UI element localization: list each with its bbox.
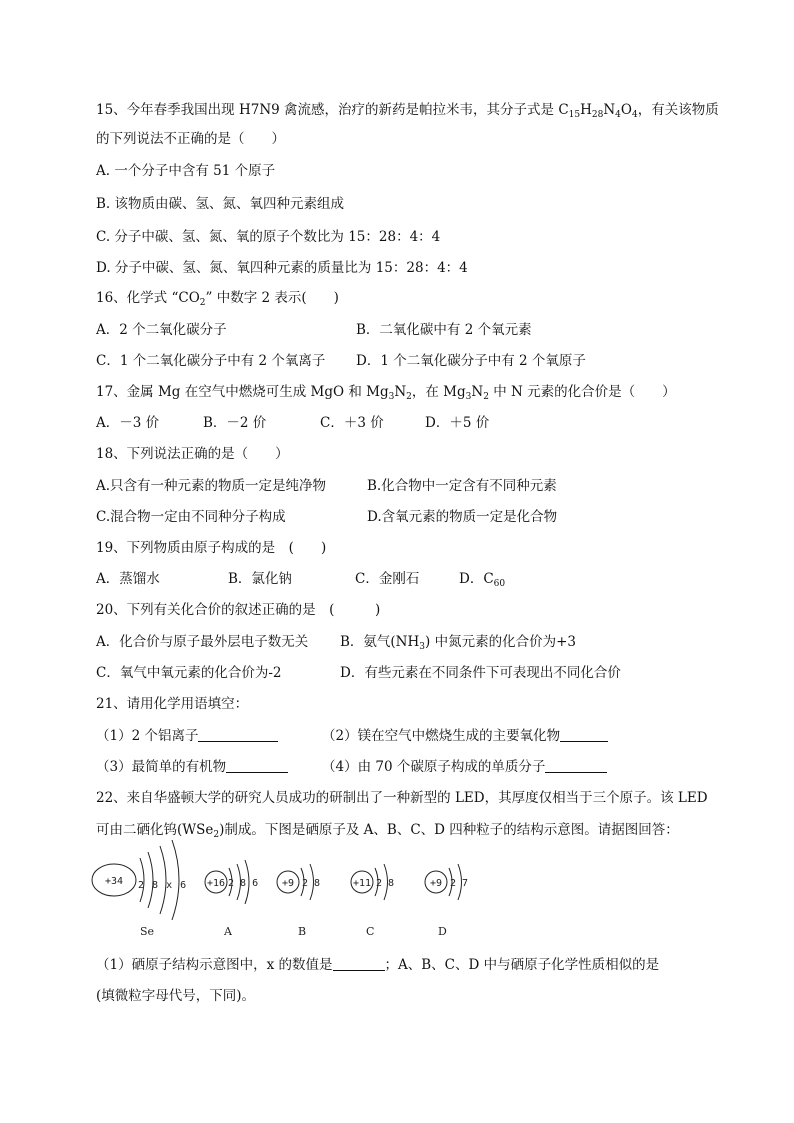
- q17-stem-text: 中 N 元素的化合价是（ ）: [488, 384, 676, 400]
- q18-option-b: B.化合物中一定含有不同种元素: [367, 478, 557, 494]
- particle-c-diagram: [351, 864, 394, 938]
- q22-stem-line1: 22、来自华盛顿大学的研究人员成功的研制出了一种新型的 LED，其厚度仅相当于三个原子。该 LED: [96, 790, 708, 806]
- q19-formula-sub: 60: [493, 579, 506, 589]
- q15-option-b: B. 该物质由碳、氢、氮、氧四种元素组成: [96, 196, 345, 212]
- q20-option-b-text: ) 中氮元素的化合价为+3: [425, 634, 576, 650]
- q21-item-4: [322, 757, 607, 777]
- particle-b-diagram: [277, 864, 320, 938]
- particle-label-a: A: [224, 925, 232, 938]
- particle-label-c: C: [366, 925, 375, 938]
- q19-stem: 19、下列物质由原子构成的是 ( ): [96, 540, 327, 556]
- q21-item-text: （3）最简单的有机物: [96, 759, 227, 775]
- q22-stem-line2: [96, 820, 679, 840]
- q22-sub-question-text: ；A、B、C、D 中与硒原子化学性质相似的是: [384, 957, 660, 973]
- q22-stem-text: 可由二硒化钨(WSe: [96, 822, 214, 838]
- q21-item-text: （4）由 70 个碳原子构成的单质分子: [322, 759, 546, 775]
- q17-stem-text: 17、金属 Mg 在空气中燃烧可生成 MgO 和 Mg: [96, 384, 389, 400]
- q16-option-d: D．1 个二氧化碳分子中有 2 个氧原子: [356, 353, 586, 369]
- answer-blank[interactable]: [545, 758, 607, 773]
- q17-option-c: C．＋3 价: [320, 415, 384, 431]
- q21-item-text: （1）2 个铝离子: [96, 728, 199, 744]
- particle-label-d: D: [438, 925, 447, 938]
- q19-option-d-text: D．C: [459, 571, 494, 587]
- q18-option-a: A.只含有一种元素的物质一定是纯净物: [96, 478, 327, 494]
- q17-option-d: D．＋5 价: [425, 415, 490, 431]
- q20-option-a: A．化合价与原子最外层电子数无关: [96, 634, 309, 650]
- q17-formula-n: N: [471, 384, 484, 400]
- atomic-structure-diagram: [88, 840, 508, 940]
- q15-formula-sub: 28: [591, 110, 604, 120]
- q20-option-b-text: B．氨气(NH: [340, 634, 420, 650]
- nucleus-charge: +9: [429, 878, 443, 889]
- q15-stem-text: ，有关该物质: [637, 102, 719, 118]
- nucleus-charge: +34: [104, 876, 124, 887]
- q15-formula-sub: 4: [615, 110, 621, 120]
- shell-electrons: 2 8: [376, 878, 395, 889]
- particle-d-diagram: [425, 864, 468, 938]
- q20-stem: 20、下列有关化合价的叙述正确的是 ( ): [96, 602, 381, 618]
- q17-formula-sub: 2: [406, 392, 412, 402]
- q15-option-a: A. 一个分子中含有 51 个原子: [96, 163, 276, 179]
- q16-formula-sub: 2: [199, 298, 206, 308]
- q15-stem: [96, 100, 719, 120]
- q15-formula-o: O: [620, 102, 632, 118]
- q19-option-d: [459, 569, 505, 589]
- shell-electrons: 2 7: [450, 878, 469, 889]
- q19-option-c: C．金刚石: [355, 571, 420, 587]
- q15-formula-n: N: [603, 102, 616, 118]
- q17-option-b: B．－2 价: [203, 415, 267, 431]
- particle-a-diagram: [205, 860, 258, 938]
- q16-option-a: A．2 个二氧化碳分子: [96, 322, 227, 338]
- q22-sub-question-1: [96, 955, 659, 975]
- nucleus-charge: +9: [281, 878, 295, 889]
- q17-formula-sub: 2: [483, 392, 489, 402]
- q20-option-d: D．有些元素在不同条件下可表现出不同化合价: [340, 665, 621, 681]
- nucleus-charge: +11: [352, 878, 372, 889]
- answer-blank[interactable]: [226, 758, 288, 773]
- answer-blank[interactable]: [333, 956, 385, 971]
- q22-stem-text: )制成。下图是硒原子及 A、B、C、D 四种粒子的结构示意图。请据图回答：: [219, 822, 679, 838]
- q18-option-d: D.含氧元素的物质一定是化合物: [367, 509, 558, 525]
- q20-option-b: [340, 632, 576, 652]
- shell-electrons: 2 8 6: [228, 878, 259, 889]
- q18-option-c: C.混合物一定由不同种分子构成: [96, 509, 286, 525]
- q18-stem: 18、下列说法正确的是（ ）: [96, 446, 289, 462]
- q16-stem-text: 16、化学式 “CO: [96, 290, 200, 306]
- q15-option-d: D. 分子中碳、氢、氮、氧四种元素的质量比为 15：28：4：4: [96, 260, 468, 276]
- q22-sub-question-text: （1）硒原子结构示意图中，x 的数值是: [96, 957, 333, 973]
- q15-formula-h: H: [580, 102, 592, 118]
- q17-option-a: A．－3 价: [96, 415, 160, 431]
- shell-electrons: 2 8: [302, 878, 321, 889]
- q15-stem-line2: 的下列说法不正确的是（ ）: [96, 131, 285, 147]
- q17-formula-sub: 3: [465, 392, 472, 402]
- particle-label-se: Se: [140, 925, 155, 938]
- q21-item-1: [96, 726, 278, 746]
- q17-formula-sub: 3: [388, 392, 395, 402]
- q22-sub-question-1-line2: (填微粒字母代号，下同)。: [96, 988, 256, 1004]
- q16-option-c: C．1 个二氧化碳分子中有 2 个氧离子: [96, 353, 326, 369]
- q20-formula-sub: 3: [419, 642, 426, 652]
- q15-stem-text: 15、今年春季我国出现 H7N9 禽流感，治疗的新药是帕拉米韦，其分子式是 C: [96, 102, 569, 118]
- shell-electrons: 2 8 x 6: [138, 880, 188, 891]
- q21-item-3: [96, 757, 288, 777]
- q16-option-b: B．二氧化碳中有 2 个氧元素: [356, 322, 532, 338]
- answer-blank[interactable]: [560, 727, 608, 742]
- q21-item-text: （2）镁在空气中燃烧生成的主要氧化物: [322, 728, 561, 744]
- q15-formula-sub: 15: [568, 110, 581, 120]
- q17-stem-text: ，在 Mg: [411, 384, 466, 400]
- q22-formula-sub: 2: [213, 830, 220, 840]
- q17-stem: [96, 382, 676, 402]
- particle-label-b: B: [298, 925, 307, 938]
- answer-blank[interactable]: [198, 727, 278, 742]
- q19-option-a: A．蒸馏水: [96, 571, 160, 587]
- q16-stem-text: ” 中数字 2 表示( ): [205, 290, 339, 306]
- se-atom-diagram: [92, 840, 187, 938]
- q15-formula-sub: 4: [631, 110, 638, 120]
- q19-option-b: B．氯化钠: [228, 571, 292, 587]
- q16-stem: [96, 288, 339, 308]
- q20-option-c: C．氧气中氧元素的化合价为-2: [96, 665, 282, 681]
- nucleus-charge: +16: [206, 878, 226, 889]
- q17-formula-n: N: [394, 384, 407, 400]
- q15-option-c: C. 分子中碳、氢、氮、氧的原子个数比为 15：28：4：4: [96, 229, 441, 245]
- q21-stem: 21、请用化学用语填空：: [96, 696, 249, 712]
- q21-item-2: [322, 726, 608, 746]
